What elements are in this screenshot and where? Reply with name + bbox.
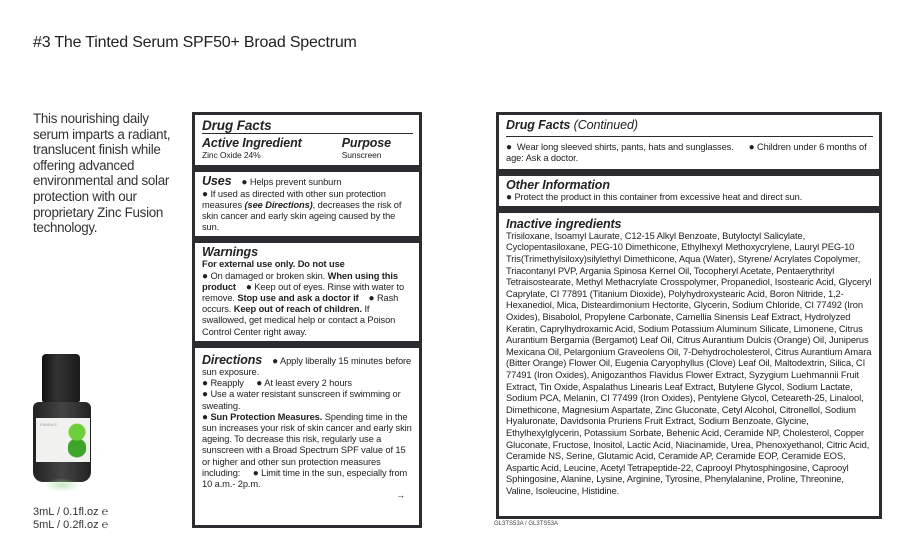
uses-label: Uses [202,174,232,189]
bullet-icon: ● [256,378,263,390]
warning-text: Stop use and ask a doctor if [237,293,359,304]
product-description: This nourishing daily serum imparts a radiant, translucent finish while offering advanced environmental and solar protection with our proprietary Zinc Fusion technology. [33,111,171,236]
bullet-icon: ● [241,177,248,189]
active-ingredient-value: Zinc Oxide 24% [202,150,261,161]
direction-text: Use a water resistant sunscreen if swimming or sweating. [202,389,401,411]
bullet-icon: ● [202,389,208,401]
uses-item-cont: , decreases the risk of skin cancer and early skin ageing caused by the sun. [202,199,402,233]
bullet-icon: ● [202,378,208,390]
directions-label: Directions [202,352,263,367]
uses-item: If used as directed with other sun protection measures [202,188,386,210]
direction-text: At least every 2 hours [264,378,352,389]
direction-text: Children under 6 months of age: Ask a doctor. [506,142,867,164]
bottle-body [33,402,91,482]
product-bottle-image [30,350,94,500]
direction-text: Spending time in the sun increases your risk of skin cancer and early skin ageing. To decrease this risk, regularly use a sunscreen with a Broad Spectrum SPF value of 15 or higher and other sun protection measures including: [202,411,412,478]
drug-facts-title: Drug Facts [506,118,571,132]
bullet-icon: ● [272,355,279,367]
continued-title [506,117,873,136]
bottle-brand: EMMALE [40,422,57,427]
bullet-icon: ● [368,293,375,305]
drug-facts-panel [192,112,422,528]
other-information-section [499,176,879,206]
continued-arrow-icon: → [396,490,405,501]
size-info [33,506,108,531]
warning-text: For external use only. Do not use [202,259,345,270]
bullet-icon: ● [245,281,252,293]
continued-directions [506,136,873,164]
inactive-ingredients-label: Inactive ingredients [506,216,622,231]
bottle-cap [42,354,80,402]
other-information-text: Protect the product in this container from excessive heat and direct sun. [514,191,803,202]
bullet-icon: ● [506,142,512,154]
direction-text: Reapply [210,378,244,389]
product-code: GL3TS53A / GL3TS53A [494,521,559,527]
bullet-icon: ● [252,467,259,479]
warning-text: Keep out of reach of children. [233,304,362,315]
drug-facts-header-section [195,115,419,165]
inactive-ingredients-section [499,213,879,516]
bullet-icon: ● [506,191,512,203]
size-5ml: 5mL / 0.2fl.oz ℮ [33,518,109,531]
uses-item: Helps prevent sunburn [249,177,342,188]
uses-ref: (see Directions) [244,199,313,210]
direction-text: Apply liberally 15 minutes before sun exposure. [202,355,412,378]
bullet-icon: ● [202,411,208,423]
direction-text: Wear long sleeved shirts, pants, hats and sunglasses. [516,142,734,153]
direction-text: Sun Protection Measures. [210,411,323,422]
continued-header-section [499,115,879,169]
warning-text: Keep out of eyes. Rinse with water to remove. [202,281,405,304]
continued-label: (Continued) [573,118,638,132]
size-3ml: 3mL / 0.1fl.oz ℮ [33,506,109,518]
warning-text: On damaged or broken skin. [210,270,326,281]
page-title: #3 The Tinted Serum SPF50+ Broad Spectrum [33,34,357,51]
active-ingredient-row [202,133,413,161]
bullet-icon: ● [202,188,208,200]
warnings-section [195,243,419,340]
other-information-label: Other Information [506,177,610,192]
direction-text: Limit time in the sun, especially from 10 a.m.- 2p.m. [202,467,408,490]
warning-text: Rash occurs. [202,293,399,315]
purpose-label: Purpose [341,136,391,151]
warning-text: If swallowed, get medical help or contact a Poison Control Center right away. [202,304,396,337]
uses-section [195,172,419,236]
leaf-logo-icon [68,422,86,458]
warnings-label: Warnings [202,245,258,260]
bottle-reflection [44,478,80,492]
directions-section [195,348,419,525]
bullet-icon: ● [202,270,208,282]
inactive-ingredients-list: Trisiloxane, Isoamyl Laurate, C12-15 Alkyl Benzoate, Butyloctyl Salicylate, Cyclopentasiloxane, PEG-10 Dimethicone, Ethylhexyl Methoxycrylene, Lauryl PEG-10 Tris(Trimethylsiloxy)silylethyl Dimethicone, Aqua (Water), Styrene/ Acrylates Copolymer, Triacontanyl PVP, Argania Spinosa Kernel Oil, Tocopheryl Acetate, Pentaerythrityl Tetraisostearate, Methyl Methacrylate Crosspolymer, Propanediol, Isostearic Acid, Glyceryl Caprylate, CI 77891 (Titanium Dioxide), Polyhydroxystearic Acid, Boron Nitride, 1,2-Hexanediol, Mica, Disteardimonium Hectorite, Glycerin, Sodium Chloride, CI 77492 (Iron Oxides), Bisabolol, Propylene Carbonate, Camellia Sinensis Leaf Extract, Hydrolyzed Keratin, Caprylhydroxamic Acid, Sodium Potassium Aluminum Silicate, Limonene, Citrus Aurantium Bergamia (Bergamot) Leaf Oil, Citrus Aurantium Dulcis (Orange) Oil, Juniperus Mexicana Oil, Pelargonium Graveolens Oil, 7-Dehydrocholesterol, Citrus Aurantium Amara (Bitter Orange) Flower Oil, Eugenia Caryophyllus (Clove) Leaf Oil, Maltodextrin, Silica, CI 77491 (Iron Oxides), Anigozanthos Flavidus Flower Extract, Syzygium Luehmannii Fruit Extract, Tin Oxide, Aspalathus Linearis Leaf Extract, Butylene Glycol, Sodium Lactate, Sodium PCA, Melanin, CI 77499 (Iron Oxides), Pentylene Glycol, Ceteareth-25, Linalool, Dimethicone, Magnesium Aspartate, Zinc Gluconate, Cetyl Alcohol, Citronellol, Sodium Hyaluronate, Davidsonia Pruriens Fruit Extract, Sodium Benzoate, Glycine, Ethylhexylglycerin, Potassium Sorbate, Behenic Acid, Ceramide NP, Cholesterol, Copper Gluconate, Fructose, Inositol, Lactic Acid, Niacinamide, Urea, Phenoxyethanol, Citric Acid, Ceramide NS, Serine, Glutamic Acid, Ceramide AP, Ceramide EOP, Ceramide EOS, Aspartic Acid, Leucine, Acetyl Tetrapeptide-22, Caprooyl Phytosphingosine, Caprooyl Sphingosine, Alanine, Lysine, Arginine, Tyrosine, Phenylalanine, Proline, Threonine, Valine, Isoleucine, Histidine. [506,230,872,496]
purpose-value: Sunscreen [341,150,382,161]
active-ingredient-label: Active Ingredient [202,136,302,151]
drug-facts-title: Drug Facts [202,118,272,133]
drug-facts-continued-panel [496,112,882,519]
warning-text: When using this product [202,270,398,292]
bullet-icon: ● [748,142,755,154]
bottle-label [36,418,90,462]
